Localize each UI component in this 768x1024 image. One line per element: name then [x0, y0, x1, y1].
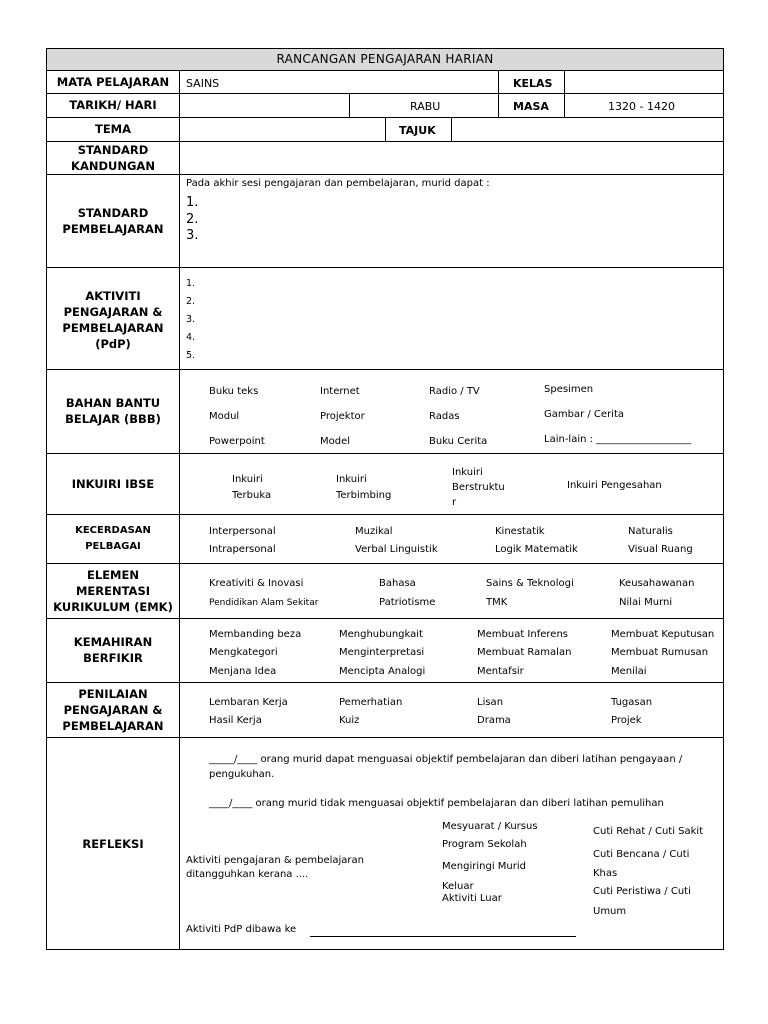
objective-intro: Pada akhir sesi pengajaran dan pembelajaran, murid dapat : — [186, 178, 490, 189]
activity-item[interactable]: 5. — [186, 350, 196, 361]
kemahiran-option[interactable]: Membuat Keputusan — [611, 629, 715, 640]
mata-pelajaran-label: MATA PELAJARAN — [56, 74, 170, 89]
objective-item[interactable]: 3. — [186, 228, 199, 243]
kemahiran-option[interactable]: Mentafsir — [477, 666, 524, 677]
bbb-option[interactable]: Buku Cerita — [429, 436, 488, 447]
kecerdasan-option[interactable]: Visual Ruang — [628, 544, 693, 555]
tarikh-hari-label: TARIKH/ HARI — [69, 98, 157, 112]
kemahiran-option[interactable]: Mengkategori — [209, 647, 278, 658]
penilaian-option[interactable]: Kuiz — [339, 715, 360, 726]
bbb-option[interactable]: Buku teks — [209, 386, 259, 397]
tajuk-label: TAJUK — [399, 124, 436, 137]
kemahiran-label: KEMAHIRAN BERFIKIR — [73, 635, 153, 665]
kemahiran-option[interactable]: Menghubungkait — [339, 629, 423, 640]
kemahiran-option[interactable]: Membuat Rumusan — [611, 647, 709, 658]
kecerdasan-option[interactable]: Interpersonal — [209, 526, 276, 537]
penilaian-option[interactable]: Lembaran Kerja — [209, 697, 288, 708]
emk-option[interactable]: Nilai Murni — [619, 597, 673, 608]
bbb-lain-lain-field[interactable]: Lain-lain : ___________________ — [544, 434, 692, 445]
bbb-option[interactable]: Powerpoint — [209, 436, 265, 447]
aktiviti-label: AKTIVITI PENGAJARAN & PEMBELAJARAN (PdP) — [62, 289, 164, 351]
tangguh-option[interactable]: Cuti Peristiwa / Cuti Umum — [593, 886, 691, 917]
inkuiri-option[interactable]: Inkuiri Terbuka — [232, 474, 272, 501]
bbb-option[interactable]: Radio / TV — [429, 386, 480, 397]
kemahiran-option[interactable]: Menilai — [611, 666, 647, 677]
emk-option[interactable]: Pendidikan Alam Sekitar — [209, 598, 319, 608]
kemahiran-option[interactable]: Menjana Idea — [209, 666, 277, 677]
form-title: RANCANGAN PENGAJARAN HARIAN — [276, 52, 494, 66]
objective-item[interactable]: 2. — [186, 211, 199, 227]
bbb-option[interactable]: Modul — [209, 411, 240, 422]
tangguh-option[interactable]: Aktiviti Luar — [442, 893, 502, 904]
inkuiri-label: INKUIRI IBSE — [71, 476, 155, 491]
masa-label: MASA — [513, 100, 549, 113]
bbb-option[interactable]: Radas — [429, 411, 460, 422]
dibawa-ke-field[interactable] — [310, 936, 576, 937]
activity-item[interactable]: 4. — [186, 332, 196, 343]
mata-pelajaran-value[interactable]: SAINS — [186, 77, 220, 90]
activity-item[interactable]: 1. — [186, 278, 196, 289]
kecerdasan-option[interactable]: Muzikal — [355, 526, 393, 537]
refleksi-menguasai[interactable]: _____/____ orang murid dapat menguasai objektif pembelajaran dan diberi latihan pengayaan / pengukuhan. — [209, 754, 683, 780]
tangguh-option[interactable]: Mengiringi Murid Keluar — [442, 861, 526, 892]
bbb-option[interactable]: Projektor — [320, 411, 365, 422]
standard-pembelajaran-label: STANDARD PEMBELAJARAN — [62, 205, 164, 236]
emk-option[interactable]: Sains & Teknologi — [486, 578, 574, 589]
hari-value[interactable]: RABU — [410, 100, 441, 113]
tangguh-option[interactable]: Cuti Bencana / Cuti Khas — [593, 849, 690, 879]
emk-option[interactable]: Kreativiti & Inovasi — [209, 578, 304, 589]
kecerdasan-option[interactable]: Verbal Linguistik — [355, 544, 438, 555]
kemahiran-option[interactable]: Membanding beza — [209, 629, 302, 640]
penilaian-option[interactable]: Lisan — [477, 697, 504, 708]
kecerdasan-option[interactable]: Logik Matematik — [495, 544, 578, 555]
kelas-label: KELAS — [513, 77, 553, 90]
kecerdasan-label: KECERDASAN PELBAGAI — [75, 524, 151, 552]
emk-option[interactable]: Keusahawanan — [619, 578, 695, 589]
emk-option[interactable]: TMK — [486, 597, 508, 608]
penilaian-option[interactable]: Hasil Kerja — [209, 715, 262, 726]
penilaian-option[interactable]: Projek — [611, 715, 642, 726]
tangguh-option[interactable]: Mesyuarat / Kursus — [442, 821, 538, 832]
objective-item[interactable]: 1. — [186, 195, 199, 210]
kemahiran-option[interactable]: Menginterpretasi — [339, 647, 425, 658]
standard-kandungan-label: STANDARD KANDUNGAN — [71, 142, 155, 173]
inkuiri-option[interactable]: Inkuiri Terbimbing — [336, 474, 392, 501]
emk-option[interactable]: Patriotisme — [379, 597, 436, 608]
emk-option[interactable]: Bahasa — [379, 578, 416, 589]
penilaian-option[interactable]: Tugasan — [611, 697, 653, 708]
bbb-option[interactable]: Gambar / Cerita — [544, 409, 625, 420]
rph-form — [46, 48, 724, 950]
penilaian-option[interactable]: Drama — [477, 715, 511, 726]
emk-label: ELEMEN MERENTASI KURIKULUM (EMK) — [53, 567, 173, 614]
kecerdasan-option[interactable]: Kinestatik — [495, 526, 545, 537]
kemahiran-option[interactable]: Mencipta Analogi — [339, 666, 426, 677]
kecerdasan-option[interactable]: Naturalis — [628, 526, 673, 537]
tema-label: TEMA — [94, 122, 132, 136]
tangguh-option[interactable]: Cuti Rehat / Cuti Sakit — [593, 826, 704, 837]
kecerdasan-option[interactable]: Intrapersonal — [209, 544, 276, 555]
penilaian-option[interactable]: Pemerhatian — [339, 697, 403, 708]
bbb-option[interactable]: Model — [320, 436, 351, 447]
bbb-option[interactable]: Internet — [320, 386, 360, 397]
bbb-option[interactable]: Spesimen — [544, 384, 594, 395]
kemahiran-option[interactable]: Membuat Ramalan — [477, 647, 572, 658]
refleksi-tidak-menguasai[interactable]: ____/____ orang murid tidak menguasai objektif pembelajaran dan diberi latihan pemulihan — [209, 798, 664, 809]
refleksi-ditangguhkan: Aktiviti pengajaran & pembelajaran ditangguhkan kerana .... — [186, 855, 364, 880]
bbb-label: BAHAN BANTU BELAJAR (BBB) — [65, 396, 161, 426]
refleksi-dibawa-ke-label: Aktiviti PdP dibawa ke — [186, 924, 297, 935]
inkuiri-option[interactable]: Inkuiri Pengesahan — [567, 480, 662, 491]
kemahiran-option[interactable]: Membuat Inferens — [477, 629, 568, 640]
tangguh-option[interactable]: Program Sekolah — [442, 839, 527, 850]
masa-value[interactable]: 1320 - 1420 — [608, 100, 675, 113]
refleksi-label: REFLEKSI — [82, 836, 144, 851]
activity-item[interactable]: 2. — [186, 296, 196, 307]
activity-item[interactable]: 3. — [186, 314, 196, 325]
penilaian-label: PENILAIAN PENGAJARAN & PEMBELAJARAN — [62, 686, 164, 733]
inkuiri-option[interactable]: Inkuiri Berstruktu r — [452, 467, 505, 508]
